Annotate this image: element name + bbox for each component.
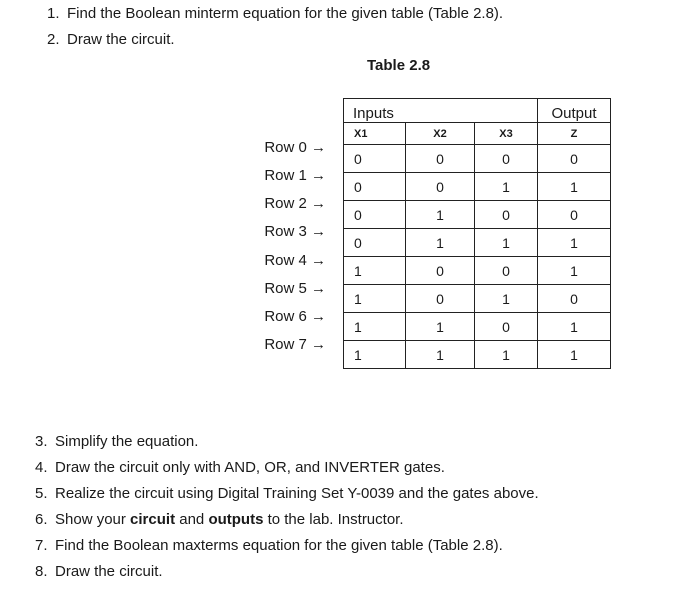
question-6 <box>35 510 404 530</box>
row-label: Row 2 → <box>264 195 326 212</box>
question-text: Realize the circuit using Digital Training Set Y-0039 and the gates above. <box>55 485 539 502</box>
table-row <box>344 313 611 341</box>
cell-x3: 0 <box>475 313 538 341</box>
row-label: Row 6 → <box>264 308 326 325</box>
question-number: 5. <box>35 485 48 502</box>
question-text-part: Show your <box>55 511 131 528</box>
table-title: Table 2.8 <box>367 57 431 74</box>
question-text: Draw the circuit only with AND, OR, and INVERTER gates. <box>55 459 445 476</box>
cell-x1: 1 <box>344 257 406 285</box>
cell-x2: 1 <box>406 313 475 341</box>
cell-x1: 0 <box>344 173 406 201</box>
cell-x3: 0 <box>475 145 538 173</box>
output-group-header: Output <box>538 99 611 123</box>
question-text: Simplify the equation. <box>55 433 199 450</box>
cell-x1: 1 <box>344 313 406 341</box>
question-text: Draw the circuit. <box>55 563 163 580</box>
question-4 <box>35 458 445 478</box>
question-1 <box>47 4 503 24</box>
question-7 <box>35 536 503 556</box>
cell-x2: 1 <box>406 341 475 369</box>
cell-x1: 1 <box>344 341 406 369</box>
question-2 <box>47 30 175 50</box>
table-row <box>344 341 611 369</box>
cell-x1: 0 <box>344 229 406 257</box>
question-number: 4. <box>35 459 48 476</box>
truth-table <box>343 98 611 369</box>
cell-z: 1 <box>538 341 611 369</box>
cell-x2: 0 <box>406 285 475 313</box>
cell-x1: 0 <box>344 145 406 173</box>
header-x2: X2 <box>406 123 475 145</box>
cell-x2: 1 <box>406 201 475 229</box>
header-x1: X1 <box>344 123 406 145</box>
header-z: Z <box>538 123 611 145</box>
question-text-part: to the lab. Instructor. <box>263 511 404 528</box>
table-group-header <box>344 99 611 123</box>
question-number: 2. <box>47 31 60 48</box>
row-label: Row 3 → <box>264 223 326 240</box>
cell-x3: 1 <box>475 285 538 313</box>
cell-x3: 1 <box>475 229 538 257</box>
cell-z: 1 <box>538 257 611 285</box>
cell-x1: 0 <box>344 201 406 229</box>
row-label: Row 0 → <box>264 139 326 156</box>
cell-z: 0 <box>538 201 611 229</box>
question-number: 7. <box>35 537 48 554</box>
cell-z: 1 <box>538 313 611 341</box>
row-label: Row 5 → <box>264 280 326 297</box>
cell-x3: 1 <box>475 173 538 201</box>
question-number: 1. <box>47 5 60 22</box>
cell-x3: 0 <box>475 257 538 285</box>
cell-x2: 0 <box>406 257 475 285</box>
table-row <box>344 201 611 229</box>
table-row <box>344 145 611 173</box>
cell-z: 1 <box>538 229 611 257</box>
question-8 <box>35 562 163 582</box>
row-label: Row 7 → <box>264 336 326 353</box>
header-x3: X3 <box>475 123 538 145</box>
cell-z: 1 <box>538 173 611 201</box>
question-text-bold: circuit <box>130 511 176 528</box>
inputs-group-header: Inputs <box>344 99 538 123</box>
cell-x3: 0 <box>475 201 538 229</box>
question-number: 3. <box>35 433 48 450</box>
cell-z: 0 <box>538 145 611 173</box>
table-row <box>344 229 611 257</box>
question-5 <box>35 484 539 504</box>
row-label: Row 4 → <box>264 252 326 269</box>
question-3 <box>35 432 198 452</box>
question-text: Find the Boolean maxterms equation for the given table (Table 2.8). <box>55 537 503 554</box>
question-number: 8. <box>35 563 48 580</box>
cell-x2: 1 <box>406 229 475 257</box>
question-text-part: and <box>175 511 209 528</box>
table-row <box>344 257 611 285</box>
table-row <box>344 285 611 313</box>
cell-x1: 1 <box>344 285 406 313</box>
question-text: Draw the circuit. <box>67 31 175 48</box>
cell-x2: 0 <box>406 173 475 201</box>
cell-z: 0 <box>538 285 611 313</box>
question-number: 6. <box>35 511 48 528</box>
row-label: Row 1 → <box>264 167 326 184</box>
cell-x3: 1 <box>475 341 538 369</box>
cell-x2: 0 <box>406 145 475 173</box>
table-variable-header <box>344 123 611 145</box>
question-text-bold: outputs <box>208 511 264 528</box>
table-row <box>344 173 611 201</box>
question-text: Find the Boolean minterm equation for the given table (Table 2.8). <box>67 5 504 22</box>
